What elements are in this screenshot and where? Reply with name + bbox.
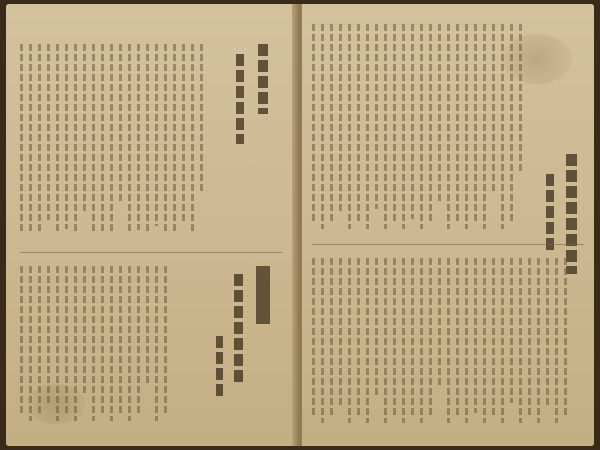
right-lower-body-text: [312, 258, 582, 428]
left-page-number: [140, 428, 170, 438]
right-page: [302, 4, 594, 446]
left-bottom-heading: [216, 266, 286, 426]
magazine-spread: [6, 4, 594, 446]
right-page-number: [428, 428, 458, 438]
left-page-divider: [20, 252, 282, 253]
right-page-divider: [312, 244, 584, 245]
left-top-heading: [218, 44, 278, 214]
left-page: [6, 4, 298, 446]
